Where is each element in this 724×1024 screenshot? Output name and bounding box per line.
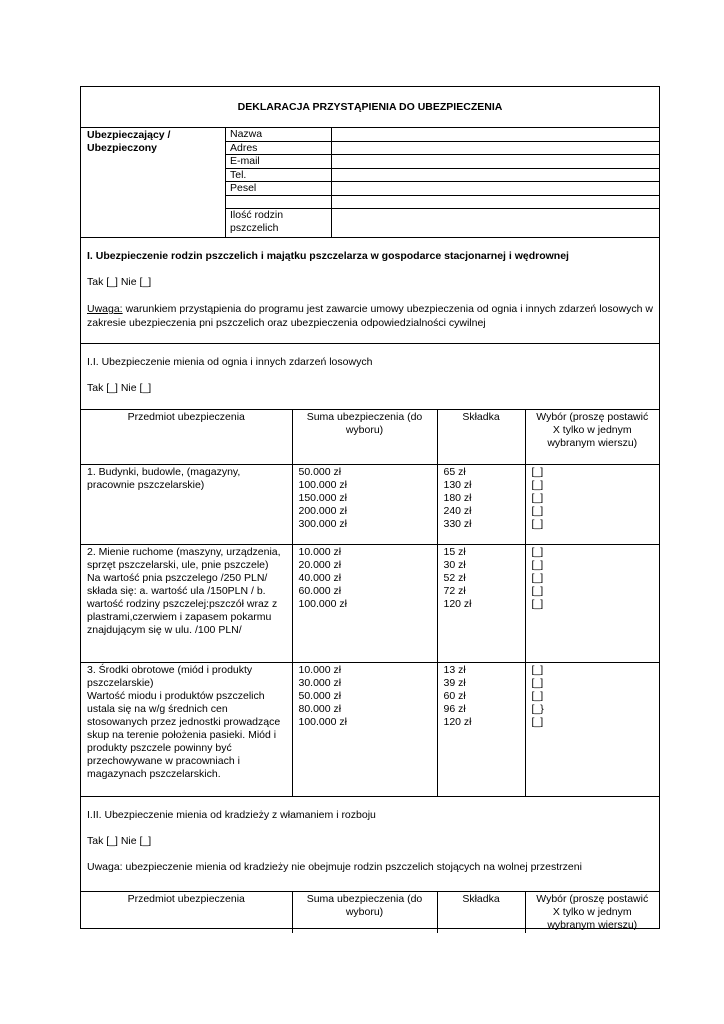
sum-value: 150.000 zł [298,491,347,504]
sum-value: 20.000 zł [298,558,342,571]
choice-checkbox[interactable]: [_] [531,676,544,689]
row-subject [81,464,292,544]
declaration-form [80,86,660,929]
table-row [81,662,659,796]
row-choices [525,544,659,662]
section-1-2 [81,797,659,892]
row-premiums [437,544,525,662]
field-row-phone [226,169,659,183]
premium-value: 240 zł [443,504,472,517]
email-field[interactable] [332,155,659,168]
field-label-empty [226,196,332,209]
insured-party-label: Ubezpieczający / Ubezpieczony [81,128,226,237]
header-sum: Suma ubezpieczenia (do wyboru) [292,410,437,464]
header-sum: Suma ubezpieczenia (do wyboru) [292,892,437,933]
sum-value: 300.000 zł [298,517,347,530]
premium-value: 120 zł [443,597,472,610]
section-1-2-choice[interactable]: Tak [_] Nie [_] [87,834,152,847]
row-sums [292,544,437,662]
sum-value: 80.000 zł [298,702,342,715]
choice-checkbox[interactable]: [_] [531,689,544,702]
sum-value: 50.000 zł [298,465,342,478]
theft-coverage-table [81,892,659,933]
sum-value: 30.000 zł [298,676,342,689]
section-1-1 [81,344,659,410]
choice-checkbox[interactable]: [_] [531,465,544,478]
premium-value: 330 zł [443,517,472,530]
row-sums [292,662,437,796]
pesel-field[interactable] [332,182,659,195]
subject-text: Wartość miodu i produktów pszczelich ustala się na w/g średnich cen stosowanych przez jednostki prowadzące skup na terenie położenia pasieki. Miód i produkty pszczele powinny być przechowywane w pracowniach i magazynach pszczelarskich. [87,689,281,780]
field-label-email: E-mail [226,155,332,168]
note-label: Uwaga: [87,303,123,315]
sum-value: 100.000 zł [298,597,347,610]
sum-value: 10.000 zł [298,663,342,676]
field-row-pesel [226,182,659,196]
section-1-choice[interactable]: Tak [_] Nie [_] [87,276,152,288]
field-row-name [226,128,659,142]
premium-value: 13 zł [443,663,466,676]
header-premium: Składka [437,892,525,933]
choice-checkbox[interactable]: [_] [531,584,544,597]
row-premiums [437,464,525,544]
section-1-2-note: Uwaga: ubezpieczenie mienia od kradzieży nie obejmuje rodzin pszczelich stojących na wolnej przestrzeni [87,860,582,873]
choice-checkbox[interactable]: [_] [531,504,544,517]
sum-value: 100.000 zł [298,478,347,491]
sum-value: 100.000 zł [298,715,347,728]
choice-checkbox[interactable]: [_] [531,491,544,504]
subject-text: 2. Mienie ruchome (maszyny, urządzenia, sprzęt pszczelarski, ule, pnie pszczele) [87,545,281,571]
field-row-address [226,142,659,156]
row-premiums [437,662,525,796]
section-1-heading: I. Ubezpieczenie rodzin pszczelich i majątku pszczelarza w gospodarce stacjonarnej i wędrownej [87,250,569,262]
form-title: DEKLARACJA PRZYSTĄPIENIA DO UBEZPIECZENIA [81,87,659,128]
field-label-colonies: Ilość rodzin pszczelich [226,209,332,238]
choice-checkbox[interactable]: [_] [531,517,544,530]
sum-value: 10.000 zł [298,545,342,558]
address-field[interactable] [332,142,659,155]
header-subject: Przedmiot ubezpieczenia [81,410,292,464]
coverage-table [81,410,659,797]
premium-value: 65 zł [443,465,466,478]
section-1-note [87,302,653,330]
row-choices [525,464,659,544]
section-1-1-choice[interactable]: Tak [_] Nie [_] [87,382,152,394]
name-field[interactable] [332,128,659,141]
premium-value: 96 zł [443,702,466,715]
choice-checkbox[interactable]: [_] [531,715,544,728]
header-choice: Wybór (proszę postawić X tylko w jednym wybranym wierszu) [525,410,659,464]
empty-field[interactable] [332,196,659,209]
field-row-colonies [226,209,659,238]
subject-text: 3. Środki obrotowe (miód i produkty pszczelarskie) [87,663,253,689]
table-header-row [81,410,659,464]
header-subject: Przedmiot ubezpieczenia [81,892,292,933]
premium-value: 52 zł [443,571,466,584]
table-header-row [81,892,659,933]
row-subject [81,544,292,662]
field-label-address: Adres [226,142,332,155]
row-subject [81,662,292,796]
choice-checkbox[interactable]: [_] [531,597,544,610]
choice-checkbox[interactable]: [_] [531,545,544,558]
premium-value: 39 zł [443,676,466,689]
header-premium: Składka [437,410,525,464]
premium-value: 130 zł [443,478,472,491]
premium-value: 180 zł [443,491,472,504]
header-choice: Wybór (proszę postawić X tylko w jednym wybranym wierszu) [536,892,649,931]
choice-checkbox[interactable]: [_] [531,571,544,584]
section-1-2-heading: I.II. Ubezpieczenie mienia od kradzieży z włamaniem i rozboju [87,808,376,821]
insured-party-section [81,128,659,238]
premium-value: 15 zł [443,545,466,558]
sum-value: 50.000 zł [298,689,342,702]
choice-checkbox[interactable]: [_] [531,663,544,676]
choice-checkbox[interactable]: [_} [531,702,544,715]
subject-text: Na wartość pnia pszczelego /250 PLN/ składa się: a. wartość ula /150PLN / b. wartość rodziny pszczelej:pszczół wraz z plastrami,czerwiem i zapasem pokarmu znajdującym się w ulu. /100 PLN/ [87,571,278,636]
field-label-phone: Tel. [226,169,332,182]
table-row [81,544,659,662]
table-row [81,464,659,544]
sum-value: 40.000 zł [298,571,342,584]
field-label-pesel: Pesel [226,182,332,195]
field-row-empty [226,196,659,210]
choice-checkbox[interactable]: [_] [531,558,544,571]
choice-checkbox[interactable]: [_] [531,478,544,491]
colonies-count-field[interactable] [332,209,659,238]
premium-value: 72 zł [443,584,466,597]
premium-value: 30 zł [443,558,466,571]
subject-text: 1. Budynki, budowle, (magazyny, pracownie pszczelarskie) [87,465,241,491]
note-text: warunkiem przystąpienia do programu jest zawarcie umowy ubezpieczenia od ognia i innych zdarzeń losowych w zakresie ubezpieczenia pni pszczelich oraz ubezpieczenia odpowiedzialności cywilnej [87,303,653,329]
sum-value: 200.000 zł [298,504,347,517]
section-1-1-heading: I.I. Ubezpieczenie mienia od ognia i innych zdarzeń losowych [87,356,373,368]
insured-party-fields [226,128,659,237]
row-sums [292,464,437,544]
row-choices [525,662,659,796]
field-row-email [226,155,659,169]
section-1 [81,238,659,344]
premium-value: 120 zł [443,715,472,728]
field-label-name: Nazwa [226,128,332,141]
premium-value: 60 zł [443,689,466,702]
sum-value: 60.000 zł [298,584,342,597]
phone-field[interactable] [332,169,659,182]
